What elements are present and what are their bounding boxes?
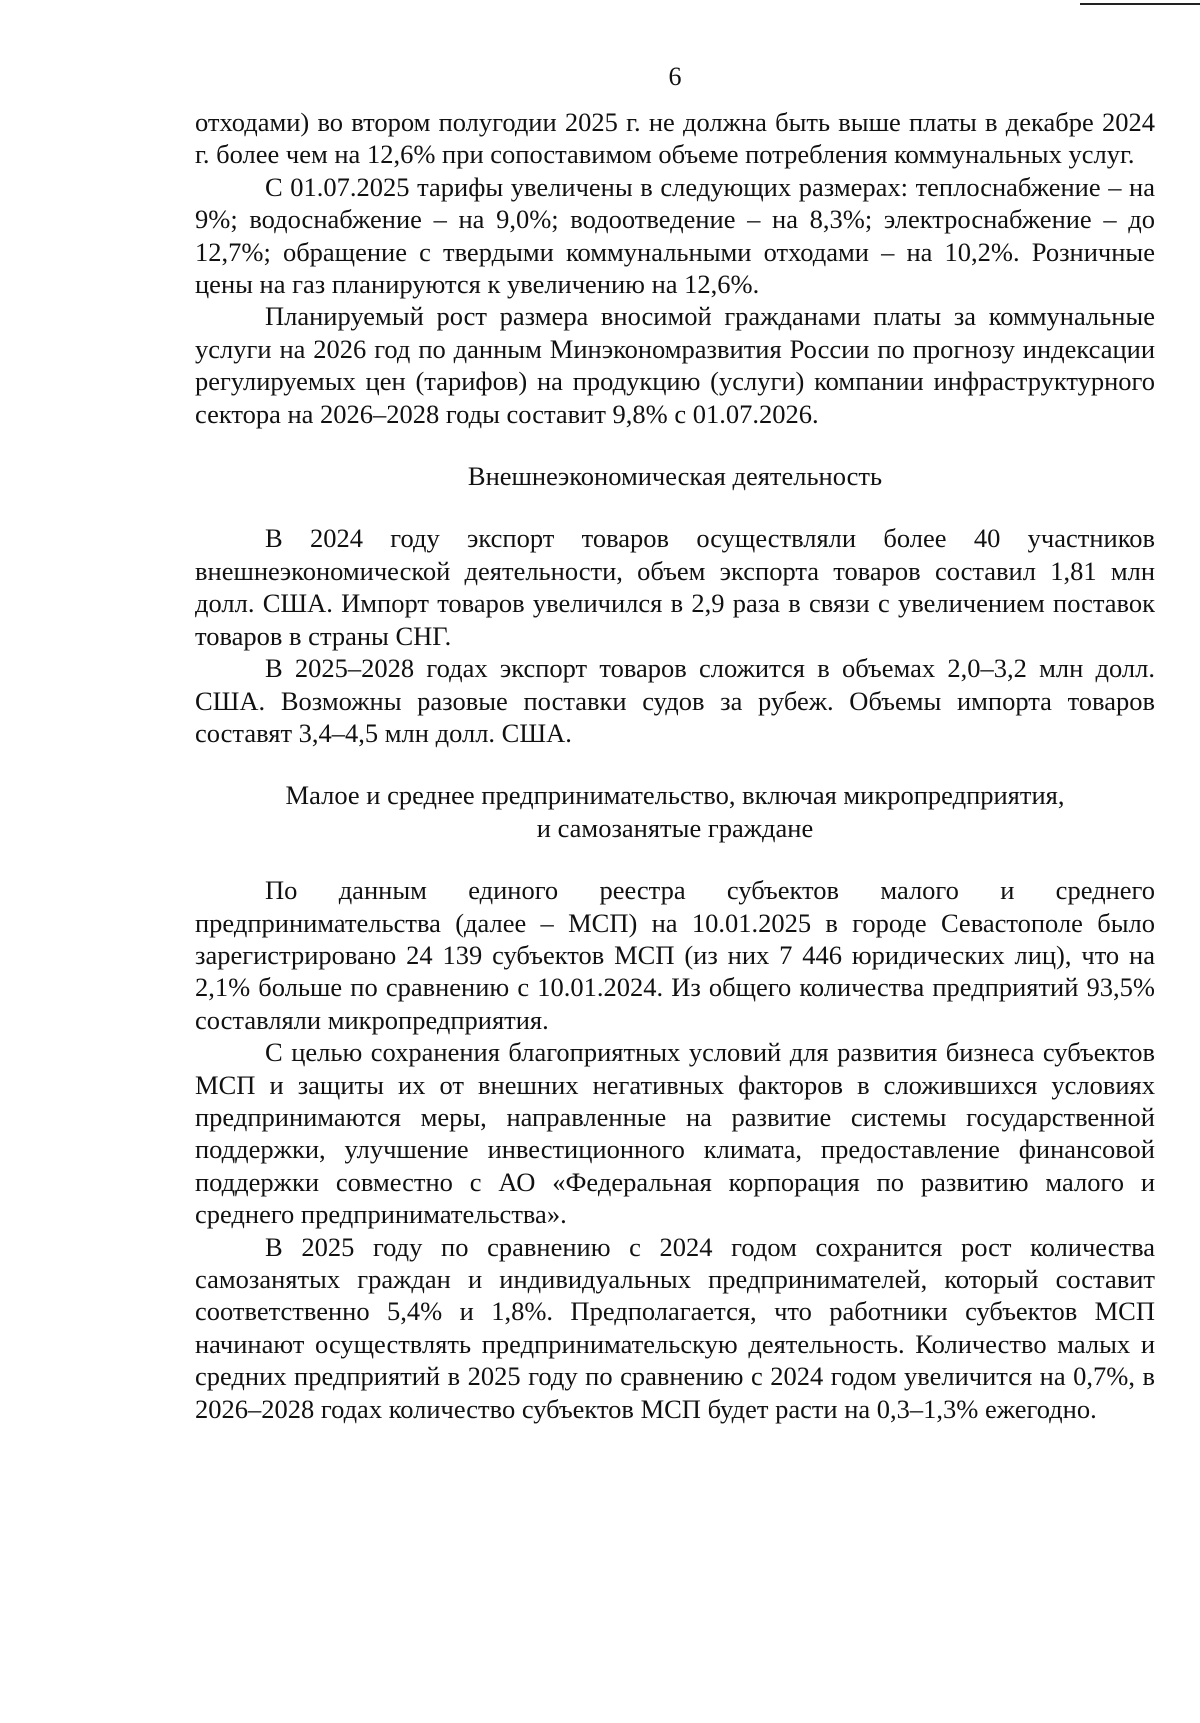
paragraph-planned-growth: Планируемый рост размера вносимой гражданами платы за коммунальные услуги на 2026 год по данным Минэкономразвития России по прогнозу индексации регулируемых цен (тарифов) на продукцию (услуги) компании инфраструктурного сектора на 2026–2028 годы составит 9,8% с 01.07.2026. [195, 301, 1155, 429]
paragraph-sme-forecast: В 2025 году по сравнению с 2024 годом сохранится рост количества самозанятых граждан и индивидуальных предпринимателей, который составит соответственно 5,4% и 1,8%. Предполагается, что работники субъектов МСП начинают осуществлять предпринимательскую деятельность. Количество малых и средних предприятий в 2025 году по сравнению с 2024 годом увеличится на 0,7%, в 2026–2028 годах количество субъектов МСП будет расти на 0,3–1,3% ежегодно. [195, 1231, 1155, 1424]
top-edge-rule [1080, 3, 1200, 5]
section-title-sme [195, 779, 1155, 844]
section-title-sme-line2: и самозанятые граждане [536, 812, 814, 843]
section-title-sme-line1: Малое и среднее предпринимательство, включая микропредприятия, [285, 780, 1065, 811]
paragraph-sme-registry: По данным единого реестра субъектов малого и среднего предпринимательства (далее – МСП) на 10.01.2025 в городе Севастополе было зарегистрировано 24 139 субъектов МСП (из них 7 446 юридических лиц), что на 2,1% больше по сравнению с 10.01.2024. Из общего количества предприятий 93,5% составляли микропредприятия. [195, 875, 1155, 1035]
paragraph-utilities-continuation: отходами) во втором полугодии 2025 г. не должна быть выше платы в декабре 2024 г. более чем на 12,6% при сопоставимом объеме потребления коммунальных услуг. [195, 107, 1155, 170]
page-content [195, 60, 1155, 1425]
paragraph-tariffs: С 01.07.2025 тарифы увеличены в следующих размерах: теплоснабжение – на 9%; водоснабжение – на 9,0%; водоотведение – на 8,3%; электроснабжение – до 12,7%; обращение с твердыми коммунальными отходами – на 10,2%. Розничные цены на газ планируются к увеличению на 12,6%. [195, 171, 1155, 300]
page-number: 6 [668, 62, 682, 91]
paragraph-sme-support: С целью сохранения благоприятных условий для развития бизнеса субъектов МСП и защиты их от внешних негативных факторов в сложившихся условиях предпринимаются меры, направленные на развитие системы государственной поддержки, улучшение инвестиционного климата, предоставление финансовой поддержки совместно с АО «Федеральная корпорация по развитию малого и среднего предпринимательства». [195, 1037, 1155, 1230]
paragraph-export-2024: В 2024 году экспорт товаров осуществляли более 40 участников внешнеэкономической деятельности, объем экспорта товаров составил 1,81 млн долл. США. Импорт товаров увеличился в 2,9 раза в связи с увеличением поставок товаров в страны СНГ. [195, 523, 1155, 651]
paragraph-export-forecast: В 2025–2028 годах экспорт товаров сложится в объемах 2,0–3,2 млн долл. США. Возможны разовые поставки судов за рубеж. Объемы импорта товаров составят 3,4–4,5 млн долл. США. [195, 653, 1155, 748]
section-title-foreign-trade: Внешнеэкономическая деятельность [467, 461, 883, 492]
